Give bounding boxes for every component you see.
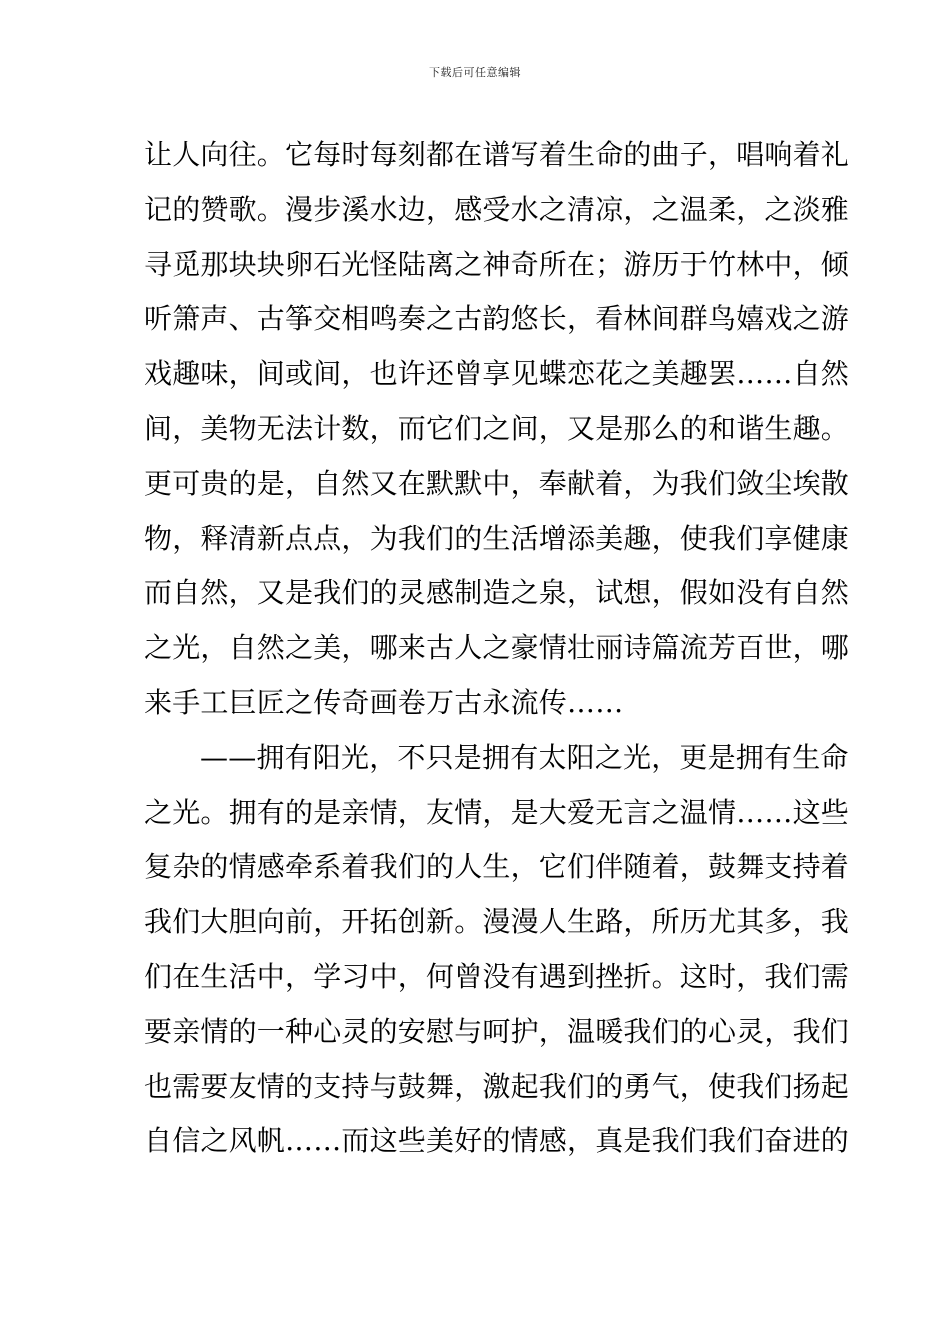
text-line: 物，释清新点点，为我们的生活增添美趣，使我们享健康 <box>144 521 850 555</box>
text-line: 听箫声、古筝交相鸣奏之古韵悠长，看林间群鸟嬉戏之游 <box>144 302 850 336</box>
text-line: 戏趣味，间或间，也许还曾享见蝶恋花之美趣罢……自然 <box>144 357 850 391</box>
page-header: 下载后可任意编辑 <box>429 66 521 79</box>
text-line: 也需要友情的支持与鼓舞，激起我们的勇气，使我们扬起 <box>144 1069 850 1103</box>
text-line: 我们大胆向前，开拓创新。漫漫人生路，所历尤其多，我 <box>144 905 850 939</box>
text-line: 要亲情的一种心灵的安慰与呵护，温暖我们的心灵，我们 <box>144 1014 850 1048</box>
document-body <box>144 128 850 1169</box>
text-line: 们在生活中，学习中，何曾没有遇到挫折。这时，我们需 <box>144 959 850 993</box>
text-line: 自信之风帆……而这些美好的情感，真是我们我们奋进的 <box>144 1124 850 1158</box>
text-line: 之光。拥有的是亲情，友情，是大爱无言之温情……这些 <box>144 795 850 829</box>
text-line: 更可贵的是，自然又在默默中，奉献着，为我们敛尘埃散 <box>144 466 850 500</box>
text-line: 而自然，又是我们的灵感制造之泉，试想，假如没有自然 <box>144 576 850 610</box>
text-line: 复杂的情感牵系着我们的人生，它们伴随着，鼓舞支持着 <box>144 850 850 884</box>
text-line-paragraph-end: 来手工巨匠之传奇画卷万古永流传…… <box>144 685 624 719</box>
text-line: 让人向往。它每时每刻都在谱写着生命的曲子，唱响着礼 <box>144 138 850 171</box>
text-line: 寻觅那块块卵石光怪陆离之神奇所在；游历于竹林中，倾 <box>144 247 850 281</box>
text-line: 记的赞歌。漫步溪水边，感受水之清凉，之温柔，之淡雅 <box>144 192 850 226</box>
text-line-paragraph-start: ——拥有阳光，不只是拥有太阳之光，更是拥有生命 <box>200 740 849 774</box>
text-line: 间，美物无法计数，而它们之间，又是那么的和谐生趣。 <box>144 411 850 445</box>
text-line: 之光，自然之美，哪来古人之豪情壮丽诗篇流芳百世，哪 <box>144 631 850 665</box>
